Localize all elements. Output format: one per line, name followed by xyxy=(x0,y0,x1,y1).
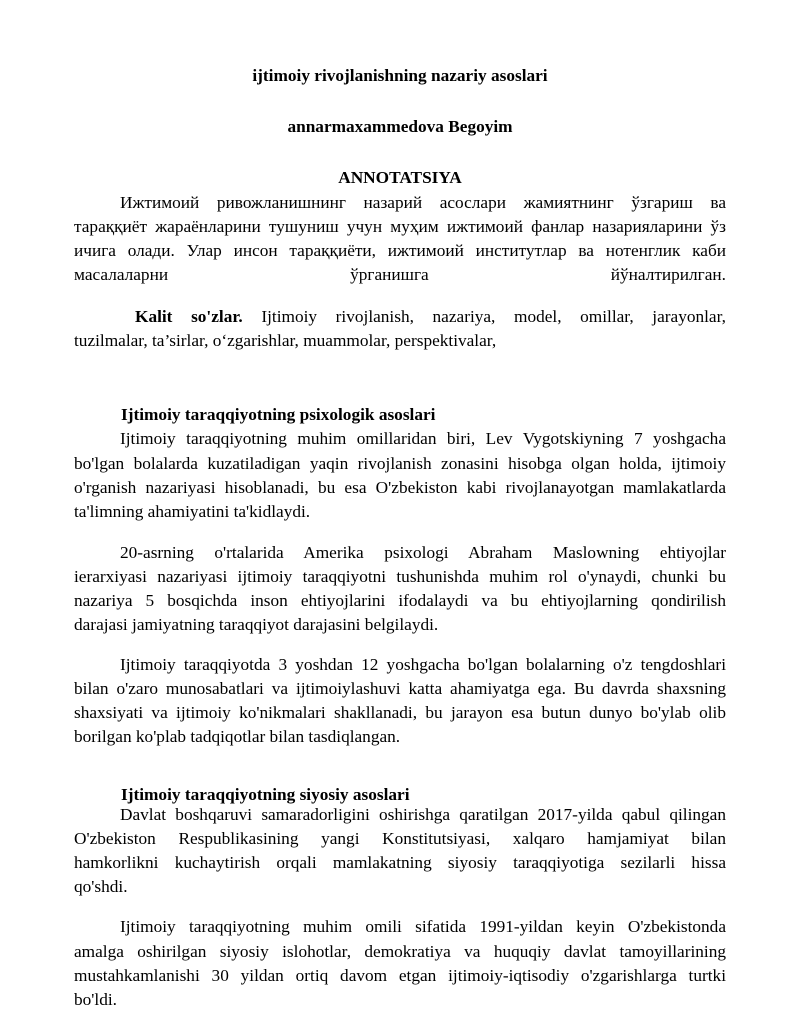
paragraph-line: shaxsiyati va ijtimoiy ko'nikmalari shakllanadi, bu jarayon esa butun dunyo bo'ylab olib xyxy=(74,703,726,722)
paragraph-line: mustahkamlanishi 30 yildan ortiq davom etgan ijtimoiy-iqtisodiy o'zgarishlarga turtki xyxy=(74,966,726,985)
annotation-heading: ANNOTATSIYA xyxy=(338,168,462,187)
paragraph-line: ierarxiyasi nazariyasi ijtimoiy taraqqiyotni tushunishda muhim rol o'ynaydi, chunki bu xyxy=(74,567,726,586)
paragraph-line: borilgan ko'plab tadqiqotlar bilan tasdiqlangan. xyxy=(74,727,401,746)
section-heading: Ijtimoiy taraqqiyotning siyosiy asoslari xyxy=(121,785,410,804)
paragraph-line: Ijtimoiy taraqqiyotning muhim omili sifatida 1991-yildan keyin O'zbekistonda xyxy=(120,917,726,936)
paragraph-line: ta'limning ahamiyatini ta'kidlaydi. xyxy=(74,502,311,521)
keywords-line xyxy=(135,307,726,327)
paragraph-line: bilan o'zaro munosabatlari va ijtimoiylashuvi katta ahamiyatga ega. Bu davrda shaxsning xyxy=(74,679,726,698)
paragraph-line: Ijtimoiy taraqqiyotda 3 yoshdan 12 yoshgacha bo'lgan bolalarning o'z tengdoshlari xyxy=(120,655,726,674)
paragraph-line: 20-asrning o'rtalarida Amerika psixologi Abraham Maslowning ehtiyojlar xyxy=(120,543,726,562)
paragraph-line: qo'shdi. xyxy=(74,877,128,896)
keywords-line: tuzilmalar, ta’sirlar, o‘zgarishlar, muammolar, perspektivalar, xyxy=(74,331,497,350)
annotation-line: Ижтимоий ривожланишнинг назарий асослари жамиятнинг ўзгариш ва xyxy=(120,193,726,212)
keywords-label: Kalit so'zlar. xyxy=(135,307,243,326)
author-name: annarmaxammedova Begoyim xyxy=(287,117,513,136)
paragraph-line: Ijtimoiy taraqqiyotning muhim omillaridan biri, Lev Vygotskiyning 7 yoshgacha xyxy=(120,429,726,448)
paragraph-line: o'rganish nazariyasi hisoblanadi, bu esa O'zbekiston kabi rivojlanayotgan mamlakatlarda xyxy=(74,478,726,497)
annotation-line: тараққиёт жараёнларини тушуниш учун муҳим ижтимоий фанлар назарияларини ўз xyxy=(74,217,726,236)
paragraph-line: O'zbekiston Respublikasining yangi Konstitutsiyasi, xalqaro hamjamiyat bilan xyxy=(74,829,726,848)
paragraph-line: hamkorlikni kuchaytirish orqali mamlakatning siyosiy taraqqiyotiga sezilarli hissa xyxy=(74,853,726,872)
paragraph-line: amalga oshirilgan siyosiy islohotlar, demokratiya va huquqiy davlat tamoyillarining xyxy=(74,942,726,961)
keywords-text: Ijtimoiy rivojlanish, nazariya, model, omillar, jarayonlar, xyxy=(261,307,726,326)
annotation-line: ичига олади. Улар инсон тараққиёти, ижтимоий институтлар ва нотенглик каби xyxy=(74,241,726,260)
paragraph-line: darajasi jamiyatning taraqqiyot darajasini belgilaydi. xyxy=(74,615,439,634)
annotation-line: масалаларни ўрганишга йўналтирилган. xyxy=(74,265,726,284)
paragraph-line: bo'ldi. xyxy=(74,990,117,1009)
document-title: ijtimoiy rivojlanishning nazariy asoslari xyxy=(252,66,548,85)
paragraph-line: bo'lgan bolalarda kuzatiladigan yaqin rivojlanish zonasini hisobga olgan holda, ijtimoiy xyxy=(74,454,726,473)
section-heading: Ijtimoiy taraqqiyotning psixologik asoslari xyxy=(121,405,436,424)
paragraph-line: nazariya 5 bosqichda inson ehtiyojlarini ifodalaydi va bu ehtiyojlarning qondirilish xyxy=(74,591,726,610)
paragraph-line: Davlat boshqaruvi samaradorligini oshirishga qaratilgan 2017-yilda qabul qilingan xyxy=(120,805,726,824)
